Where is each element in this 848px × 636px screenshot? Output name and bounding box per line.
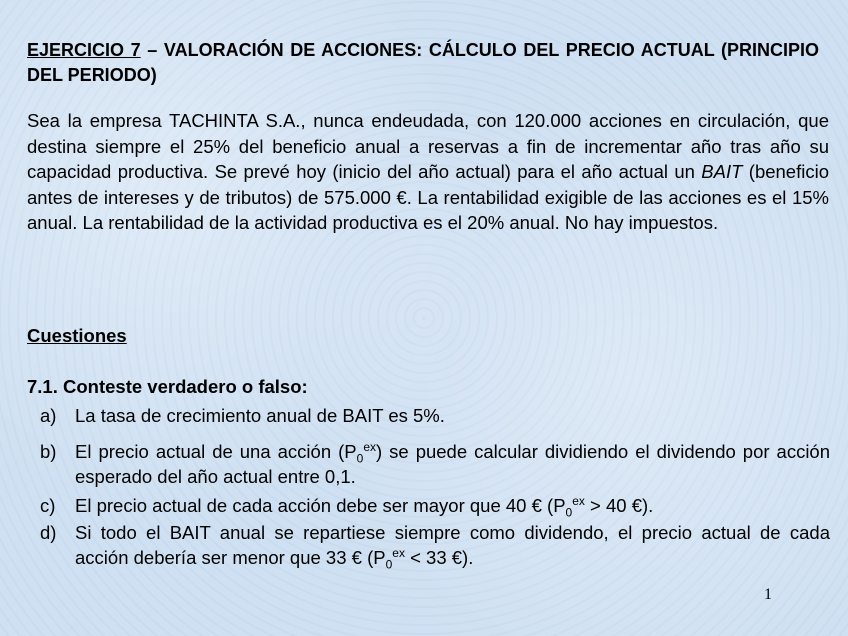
item-c-superscript: ex (572, 493, 585, 508)
exercise-title (27, 38, 819, 88)
item-d-text-1: Si todo el BAIT anual se repartiese siempre como dividendo, el precio actual de cada acción debería ser menor que 33 € (P (75, 522, 830, 568)
statement-text-1: Sea la empresa TACHINTA S.A., nunca endeudada, con 120.000 acciones en circulación, que destina siempre el 25% del beneficio anual a reservas a fin de incrementar año tras año su capacidad productiva. Se prevé hoy (inicio del año actual) para el año actual un (27, 110, 829, 183)
item-a-label: a) (40, 405, 57, 426)
item-d-superscript: ex (392, 545, 405, 560)
question-items (40, 403, 830, 570)
item-b-text-2: ) se puede calcular dividiendo el dividendo por acción esperado del año actual entre 0,1. (75, 441, 831, 487)
item-d (40, 520, 830, 570)
problem-statement (27, 108, 829, 236)
item-b-superscript: ex (363, 439, 376, 454)
item-c-label: c) (40, 495, 56, 516)
item-b-label: b) (40, 441, 57, 462)
question-heading: 7.1. Conteste verdadero o falso: (27, 376, 308, 397)
statement-bait-term: BAIT (701, 161, 743, 183)
item-b-text-1: El precio actual de una acción (P (75, 441, 357, 462)
item-d-text-2: < 33 €). (404, 547, 474, 568)
item-c-text-2: > 40 €). (584, 495, 654, 516)
item-c-subscript: 0 (565, 505, 573, 520)
section-title: Cuestiones (27, 325, 127, 346)
item-b-subscript: 0 (356, 451, 364, 466)
page-number: 1 (764, 586, 772, 603)
item-d-subscript: 0 (385, 557, 393, 572)
item-a (40, 403, 830, 428)
item-d-label: d) (40, 522, 57, 543)
item-a-text: La tasa de crecimiento anual de BAIT es 5%. (75, 405, 445, 426)
exercise-title-text: – VALORACIÓN DE ACCIONES: CÁLCULO DEL PRECIO ACTUAL (PRINCIPIO DEL PERIODO) (27, 40, 819, 85)
item-c-text-1: El precio actual de cada acción debe ser mayor que 40 € (P (75, 495, 566, 516)
item-b (40, 439, 830, 489)
statement-text-2: (beneficio antes de intereses y de tributos) de 575.000 €. La rentabilidad exigible de las acciones es el 15% anual. La rentabilidad de la actividad productiva es el 20% anual. No hay impuestos. (27, 161, 829, 234)
exercise-number: EJERCICIO 7 (27, 40, 141, 60)
item-c (40, 493, 830, 518)
